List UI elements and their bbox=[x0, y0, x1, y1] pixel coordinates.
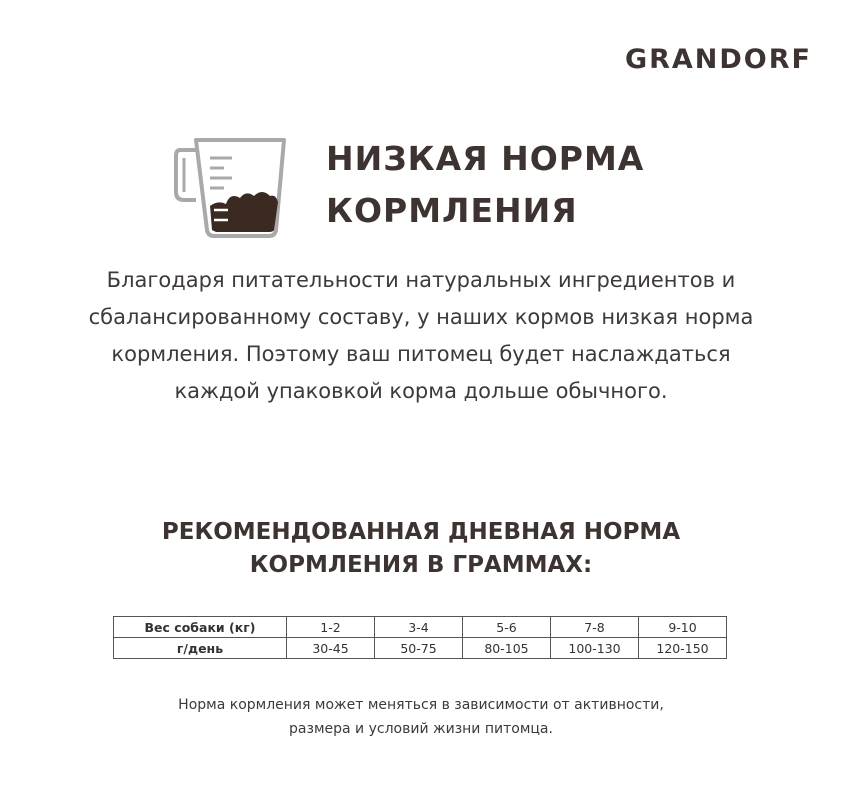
description-line: кормления. Поэтому ваш питомец будет наслаждаться bbox=[111, 342, 731, 366]
hero-title bbox=[326, 133, 644, 237]
table-row bbox=[114, 638, 727, 659]
table-row-header: г/день bbox=[114, 638, 287, 659]
table-cell: 50-75 bbox=[375, 638, 463, 659]
measuring-cup-icon bbox=[174, 130, 294, 240]
table-cell: 100-130 bbox=[551, 638, 639, 659]
hero-section bbox=[174, 130, 644, 240]
hero-title-line1: НИЗКАЯ НОРМА bbox=[326, 139, 645, 178]
recommendation-title bbox=[40, 516, 802, 582]
table-cell: 5-6 bbox=[463, 617, 551, 638]
description-line: каждой упаковкой корма дольше обычного. bbox=[174, 379, 668, 403]
feeding-table bbox=[113, 616, 727, 659]
table-row-header: Вес собаки (кг) bbox=[114, 617, 287, 638]
footnote-line: Норма кормления может меняться в зависимости от активности, bbox=[178, 697, 664, 713]
description-line: сбалансированному составу, у наших кормов низкая норма bbox=[88, 305, 754, 329]
table-cell: 1-2 bbox=[287, 617, 375, 638]
hero-title-line2: КОРМЛЕНИЯ bbox=[326, 191, 578, 230]
footnote bbox=[40, 693, 802, 741]
description bbox=[40, 262, 802, 410]
table-cell: 80-105 bbox=[463, 638, 551, 659]
table-row bbox=[114, 617, 727, 638]
description-line: Благодаря питательности натуральных ингредиентов и bbox=[106, 268, 736, 292]
recommendation-title-line2: КОРМЛЕНИЯ В ГРАММАХ: bbox=[249, 552, 593, 578]
table-cell: 3-4 bbox=[375, 617, 463, 638]
table-cell: 120-150 bbox=[639, 638, 727, 659]
table-cell: 7-8 bbox=[551, 617, 639, 638]
footnote-line: размера и условий жизни питомца. bbox=[289, 721, 553, 737]
table-cell: 30-45 bbox=[287, 638, 375, 659]
brand-logo: GRANDORF bbox=[624, 44, 812, 75]
recommendation-title-line1: РЕКОМЕНДОВАННАЯ ДНЕВНАЯ НОРМА bbox=[161, 519, 681, 545]
table-cell: 9-10 bbox=[639, 617, 727, 638]
